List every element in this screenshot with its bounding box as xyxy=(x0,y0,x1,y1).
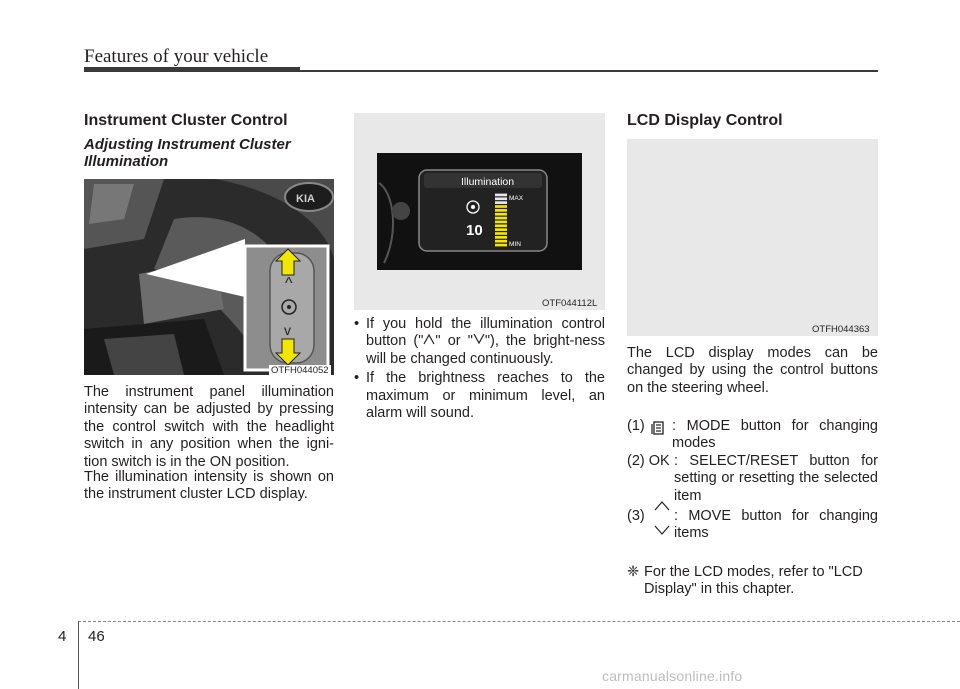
watermark: carmanualsonline.info xyxy=(602,668,743,684)
note-symbol: ❈ xyxy=(627,564,640,580)
lcd-level-bar-segment xyxy=(495,228,507,231)
lcd-level-bar-segment xyxy=(495,224,507,227)
paragraph-illumination-intensity: The instrument panel illumination intensity can be adjusted by pressing the control switch with the headlight switch in any position when the igni-tion switch is in the ON position. xyxy=(84,384,334,470)
bullet-hold-control: • If you hold the illumination control button (" " or " "), the bright-ness will be changed continuously. xyxy=(354,316,605,368)
dashboard-switch-illustration xyxy=(84,179,334,375)
lcd-level-bar-segment xyxy=(495,240,507,243)
lcd-level-bar-segment xyxy=(495,213,507,216)
lcd-level-bar-segment xyxy=(495,209,507,212)
bullet-brightness-alarm: • If the brightness reaches to the maximum or minimum level, an alarm will sound. xyxy=(354,370,605,422)
illumination-bullets xyxy=(354,316,605,424)
paragraph-illumination-shown: The illumination intensity is shown on the instrument cluster LCD display. xyxy=(84,469,334,503)
mode-button-icon xyxy=(651,420,665,436)
lcd-title-text: Illumination xyxy=(461,176,515,188)
svg-text:^: ^ xyxy=(285,275,293,292)
figure-dashboard-switch xyxy=(84,179,334,375)
lcd-level-text: 10 xyxy=(466,222,483,239)
footer-rule xyxy=(78,621,960,622)
lcd-level-bar-segment xyxy=(495,217,507,220)
page-header-title: Features of your vehicle xyxy=(84,46,269,67)
header-rule-thin xyxy=(300,70,878,72)
lcd-level-bar-segment xyxy=(495,194,507,197)
paragraph-lcd-intro: The LCD display modes can be changed by using the control buttons on the steering wheel. xyxy=(627,345,878,396)
section-title-instrument-cluster-control: Instrument Cluster Control xyxy=(84,112,288,129)
caret-down-icon xyxy=(473,333,485,345)
lcd-level-bar-segment xyxy=(495,232,507,235)
chapter-number: 4 xyxy=(58,628,67,645)
lcd-level-bar-segment xyxy=(495,244,507,247)
caret-up-icon xyxy=(423,333,435,345)
lcd-level-bar-segment xyxy=(495,221,507,224)
lcd-min-label: MIN xyxy=(509,241,521,248)
move-up-down-icon xyxy=(653,500,671,538)
lcd-level-bar-segment xyxy=(495,205,507,208)
header-rule-thick xyxy=(84,67,300,72)
section-title-lcd-display-control: LCD Display Control xyxy=(627,112,783,129)
subsection-title-adjusting-illumination: Adjusting Instrument Cluster Illumination xyxy=(84,136,291,170)
lcd-level-bar-segment xyxy=(495,201,507,204)
lcd-level-bar-segment xyxy=(495,236,507,239)
footer-divider xyxy=(78,621,79,689)
figure-steering-wheel-buttons xyxy=(627,139,878,336)
lcd-level-bar-segment xyxy=(495,197,507,200)
lcd-illumination-illustration xyxy=(354,113,605,310)
figure-code-left: OTFH044052 xyxy=(271,365,329,376)
lcd-max-label: MAX xyxy=(509,195,524,202)
figure-code-right: OTFH044363 xyxy=(812,324,870,335)
figure-lcd-illumination xyxy=(354,113,605,310)
page-number: 46 xyxy=(88,628,105,645)
figure-code-middle: OTF044112L xyxy=(542,298,598,309)
svg-text:KIA: KIA xyxy=(296,193,315,205)
svg-text:v: v xyxy=(284,322,291,338)
